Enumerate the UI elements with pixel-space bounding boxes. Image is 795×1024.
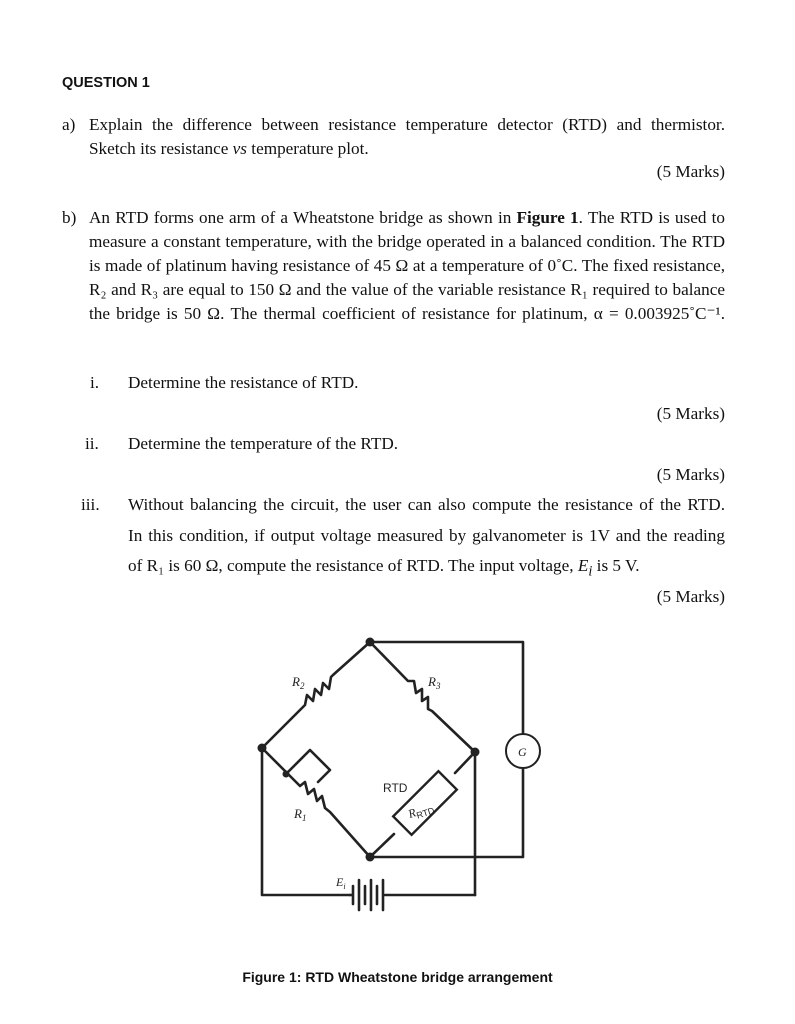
sub-i-label: i. xyxy=(90,373,100,392)
node-right xyxy=(471,748,480,757)
sub-iii-line-1: Without balancing the circuit, the user can also compute the resistance of the RTD. xyxy=(128,495,725,514)
part-a-label: a) xyxy=(62,115,76,134)
part-a-line-2: Sketch its resistance vs temperature plot. xyxy=(89,139,369,158)
sub-iii-line-2: In this condition, if output voltage measured by galvanometer is 1V and the reading xyxy=(128,526,725,545)
galvanometer-label: G xyxy=(518,745,527,759)
part-b-line-1: An RTD forms one arm of a Wheatstone bridge as shown in Figure 1. The RTD is used to xyxy=(89,208,725,227)
r2-label: $R_2$ xyxy=(292,674,305,691)
part-b-line-2: measure a constant temperature, with the bridge operated in a balanced condition. The RTD xyxy=(89,232,725,251)
part-b-line-4: R₂ and R₃ are equal to 150 Ω and the value of the variable resistance R₁ required to balance xyxy=(89,280,725,299)
sub-i-marks: (5 Marks) xyxy=(656,404,725,423)
question-title: QUESTION 1 xyxy=(62,75,150,91)
part-b-label: b) xyxy=(62,208,77,227)
part-a-marks: (5 Marks) xyxy=(656,162,725,181)
figure-caption: Figure 1: RTD Wheatstone bridge arrangement xyxy=(242,969,553,985)
sub-iii-label: iii. xyxy=(81,495,100,514)
node-left xyxy=(258,744,267,753)
sub-ii-marks: (5 Marks) xyxy=(656,465,725,484)
rtd-label: RTD xyxy=(383,781,408,795)
node-r1-tap xyxy=(283,771,290,778)
sub-ii-label: ii. xyxy=(85,434,99,453)
r1-label: $R_1$ xyxy=(294,806,307,823)
r2-resistor xyxy=(262,642,370,748)
rrtd-label: $R_{RTD}$ xyxy=(406,805,436,821)
r3-resistor xyxy=(370,642,475,752)
sub-iii-marks: (5 Marks) xyxy=(656,587,725,606)
sub-ii-text: Determine the temperature of the RTD. xyxy=(128,434,399,453)
battery-symbol xyxy=(350,880,383,910)
part-b-line-3: is made of platinum having resistance of 45 Ω at a temperature of 0˚C. The fixed resistance, xyxy=(89,256,725,275)
sub-i-text: Determine the resistance of RTD. xyxy=(128,373,359,392)
r1-resistor xyxy=(262,748,370,857)
part-a-line-1: Explain the difference between resistance temperature detector (RTD) and thermistor. xyxy=(89,115,725,134)
ei-label: $E_i$ xyxy=(336,875,346,891)
part-b-line-5: the bridge is 50 Ω. The thermal coefficient of resistance for platinum, α = 0.003925˚C⁻¹. xyxy=(89,304,725,323)
r3-label: $R_3$ xyxy=(428,674,441,691)
node-bottom xyxy=(366,853,375,862)
sub-iii-line-3: of R₁ is 60 Ω, compute the resistance of RTD. The input voltage, $E_i$ is 5 V. xyxy=(128,556,640,580)
node-top xyxy=(366,638,375,647)
